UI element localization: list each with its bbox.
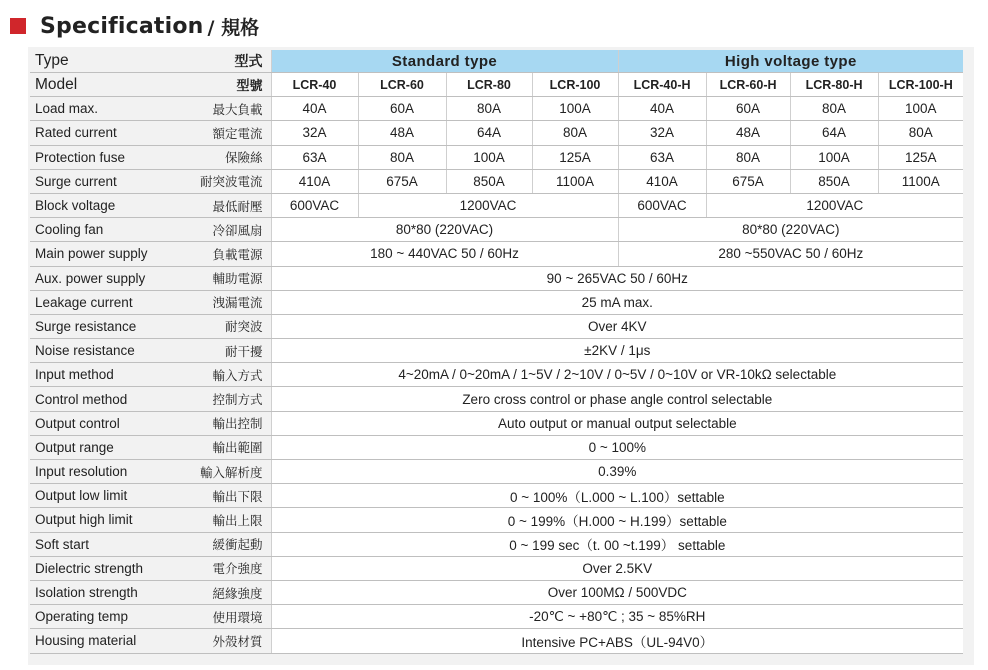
- value-cell: 600VAC: [271, 193, 358, 217]
- row-label-zh: 輸出控制: [182, 411, 271, 435]
- value-cell: 63A: [618, 145, 706, 169]
- value-cell: 90 ~ 265VAC 50 / 60Hz: [271, 266, 963, 290]
- row-label: Operating temp: [30, 605, 182, 629]
- row-leakage-current: [30, 290, 963, 314]
- row-label: Block voltage: [30, 193, 182, 217]
- value-cell: 48A: [706, 121, 790, 145]
- row-label-zh: 輸出下限: [182, 484, 271, 508]
- high-voltage-type-header: High voltage type: [618, 50, 963, 73]
- row-isolation-strength: [30, 580, 963, 604]
- row-operating-temp: [30, 605, 963, 629]
- row-label-zh: 控制方式: [182, 387, 271, 411]
- row-label-zh: 洩漏電流: [182, 290, 271, 314]
- value-cell: Over 100MΩ / 500VDC: [271, 580, 963, 604]
- row-label: Surge current: [30, 169, 182, 193]
- row-label: Housing material: [30, 629, 182, 653]
- row-label-zh: 保險絲: [182, 145, 271, 169]
- row-label-zh: 冷卻風扇: [182, 218, 271, 242]
- table-header-model-row: [30, 73, 963, 97]
- value-cell: 63A: [271, 145, 358, 169]
- row-rated-current: [30, 121, 963, 145]
- row-main-power-supply: [30, 242, 963, 266]
- value-cell: 0 ~ 199%（H.000 ~ H.199）settable: [271, 508, 963, 532]
- specification-table: [30, 50, 963, 654]
- row-cooling-fan: [30, 218, 963, 242]
- row-label: Cooling fan: [30, 218, 182, 242]
- row-label: Noise resistance: [30, 339, 182, 363]
- row-label: Isolation strength: [30, 580, 182, 604]
- row-aux-power-supply: [30, 266, 963, 290]
- row-label-zh: 負載電源: [182, 242, 271, 266]
- row-label-zh: 輸入方式: [182, 363, 271, 387]
- value-cell: 80*80 (220VAC): [271, 218, 618, 242]
- table-header-type-row: [30, 50, 963, 73]
- row-output-low-limit: [30, 484, 963, 508]
- value-cell: 0 ~ 199 sec（t. 00 ~t.199） settable: [271, 532, 963, 556]
- row-protection-fuse: [30, 145, 963, 169]
- row-label: Soft start: [30, 532, 182, 556]
- value-cell: 125A: [532, 145, 618, 169]
- model-name: LCR-100-H: [878, 73, 963, 97]
- row-output-range: [30, 435, 963, 459]
- value-cell: Over 4KV: [271, 314, 963, 338]
- row-label: Main power supply: [30, 242, 182, 266]
- heading-title-en: Specification: [40, 13, 204, 39]
- value-cell: 850A: [446, 169, 532, 193]
- value-cell: 0.39%: [271, 460, 963, 484]
- heading-title-zh: / 規格: [207, 16, 260, 39]
- value-cell: 125A: [878, 145, 963, 169]
- value-cell: 80A: [358, 145, 446, 169]
- row-soft-start: [30, 532, 963, 556]
- value-cell: 80A: [532, 121, 618, 145]
- row-label: Input resolution: [30, 460, 182, 484]
- row-control-method: [30, 387, 963, 411]
- value-cell: 180 ~ 440VAC 50 / 60Hz: [271, 242, 618, 266]
- model-name: LCR-40: [271, 73, 358, 97]
- red-square-icon: [10, 18, 26, 34]
- row-output-control: [30, 411, 963, 435]
- standard-type-header: Standard type: [271, 50, 618, 73]
- row-label-zh: 電介強度: [182, 556, 271, 580]
- value-cell: Intensive PC+ABS（UL-94V0）: [271, 629, 963, 653]
- section-heading: [10, 10, 259, 42]
- row-label-zh: 最大負載: [182, 97, 271, 121]
- row-label: Output low limit: [30, 484, 182, 508]
- value-cell: 80A: [446, 97, 532, 121]
- row-label: Aux. power supply: [30, 266, 182, 290]
- value-cell: 4~20mA / 0~20mA / 1~5V / 2~10V / 0~5V / 0~10V or VR-10kΩ selectable: [271, 363, 963, 387]
- row-housing-material: [30, 629, 963, 653]
- row-label-zh: 輔助電源: [182, 266, 271, 290]
- value-cell: 32A: [618, 121, 706, 145]
- row-surge-current: [30, 169, 963, 193]
- row-label: Protection fuse: [30, 145, 182, 169]
- row-label-zh: 耐突波電流: [182, 169, 271, 193]
- row-input-method: [30, 363, 963, 387]
- value-cell: 60A: [706, 97, 790, 121]
- row-surge-resistance: [30, 314, 963, 338]
- row-block-voltage: [30, 193, 963, 217]
- value-cell: 410A: [618, 169, 706, 193]
- row-label: Leakage current: [30, 290, 182, 314]
- row-label-zh: 最低耐壓: [182, 193, 271, 217]
- value-cell: 80*80 (220VAC): [618, 218, 963, 242]
- value-cell: 40A: [271, 97, 358, 121]
- value-cell: 1200VAC: [358, 193, 618, 217]
- row-label-zh: 耐突波: [182, 314, 271, 338]
- type-label: Type: [30, 50, 182, 73]
- value-cell: 100A: [532, 97, 618, 121]
- model-name: LCR-60: [358, 73, 446, 97]
- value-cell: 60A: [358, 97, 446, 121]
- row-label-zh: 絕緣強度: [182, 580, 271, 604]
- model-label: Model: [30, 73, 182, 97]
- value-cell: 48A: [358, 121, 446, 145]
- row-label: Output range: [30, 435, 182, 459]
- row-label: Load max.: [30, 97, 182, 121]
- value-cell: 100A: [878, 97, 963, 121]
- value-cell: 100A: [790, 145, 878, 169]
- value-cell: 675A: [358, 169, 446, 193]
- model-name: LCR-40-H: [618, 73, 706, 97]
- value-cell: 1200VAC: [706, 193, 963, 217]
- value-cell: 0 ~ 100%: [271, 435, 963, 459]
- value-cell: 0 ~ 100%（L.000 ~ L.100）settable: [271, 484, 963, 508]
- row-label: Rated current: [30, 121, 182, 145]
- type-label-zh: 型式: [182, 50, 271, 73]
- row-label-zh: 額定電流: [182, 121, 271, 145]
- row-label-zh: 輸入解析度: [182, 460, 271, 484]
- value-cell: 850A: [790, 169, 878, 193]
- value-cell: 80A: [706, 145, 790, 169]
- row-label: Dielectric strength: [30, 556, 182, 580]
- value-cell: 280 ~550VAC 50 / 60Hz: [618, 242, 963, 266]
- value-cell: 600VAC: [618, 193, 706, 217]
- value-cell: 40A: [618, 97, 706, 121]
- row-label-zh: 輸出上限: [182, 508, 271, 532]
- value-cell: 80A: [790, 97, 878, 121]
- value-cell: Over 2.5KV: [271, 556, 963, 580]
- row-label-zh: 耐干擾: [182, 339, 271, 363]
- model-name: LCR-80: [446, 73, 532, 97]
- value-cell: Zero cross control or phase angle control selectable: [271, 387, 963, 411]
- row-output-high-limit: [30, 508, 963, 532]
- value-cell: Auto output or manual output selectable: [271, 411, 963, 435]
- row-label-zh: 使用環境: [182, 605, 271, 629]
- value-cell: 64A: [790, 121, 878, 145]
- value-cell: 64A: [446, 121, 532, 145]
- row-label: Output control: [30, 411, 182, 435]
- row-label-zh: 外殼材質: [182, 629, 271, 653]
- model-name: LCR-100: [532, 73, 618, 97]
- row-label-zh: 輸出範圍: [182, 435, 271, 459]
- model-name: LCR-80-H: [790, 73, 878, 97]
- value-cell: 100A: [446, 145, 532, 169]
- row-label: Input method: [30, 363, 182, 387]
- value-cell: 1100A: [878, 169, 963, 193]
- row-label: Control method: [30, 387, 182, 411]
- row-noise-resistance: [30, 339, 963, 363]
- value-cell: 80A: [878, 121, 963, 145]
- row-label: Surge resistance: [30, 314, 182, 338]
- model-name: LCR-60-H: [706, 73, 790, 97]
- model-label-zh: 型號: [182, 73, 271, 97]
- value-cell: 32A: [271, 121, 358, 145]
- row-label-zh: 緩衝起動: [182, 532, 271, 556]
- row-dielectric-strength: [30, 556, 963, 580]
- row-load-max: [30, 97, 963, 121]
- row-label: Output high limit: [30, 508, 182, 532]
- value-cell: ±2KV / 1μs: [271, 339, 963, 363]
- value-cell: -20℃ ~ +80℃ ; 35 ~ 85%RH: [271, 605, 963, 629]
- value-cell: 675A: [706, 169, 790, 193]
- value-cell: 1100A: [532, 169, 618, 193]
- row-input-resolution: [30, 460, 963, 484]
- value-cell: 25 mA max.: [271, 290, 963, 314]
- value-cell: 410A: [271, 169, 358, 193]
